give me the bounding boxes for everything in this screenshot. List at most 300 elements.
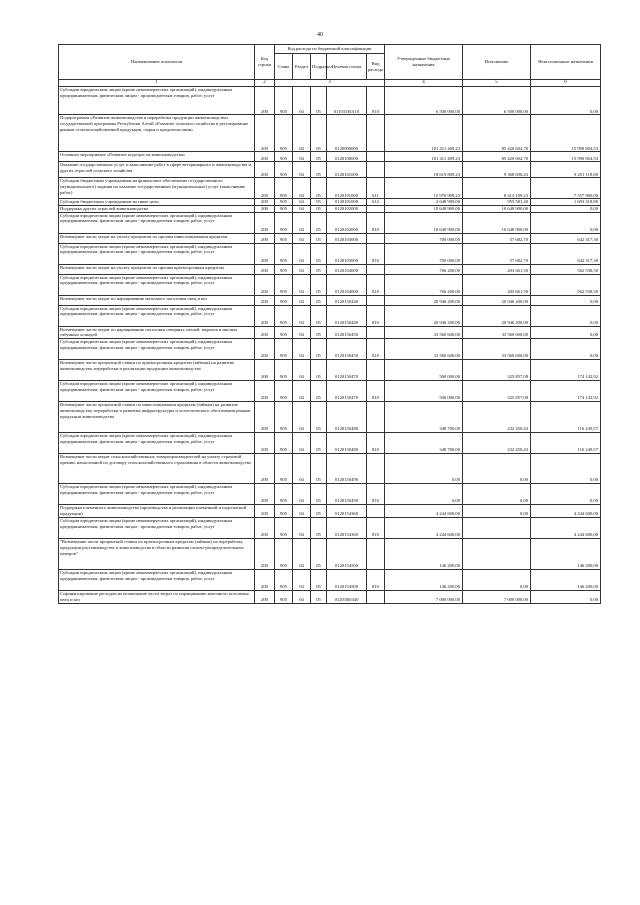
index-cell: 3: [275, 80, 385, 87]
row-glava: 905: [275, 326, 293, 338]
row-glava: 905: [275, 274, 293, 295]
table-body: [59, 87, 601, 604]
row-vid: [367, 233, 385, 243]
row-executed: 955 581,20: [463, 199, 531, 206]
row-unexecuted: 9 251 118,80: [531, 162, 601, 178]
row-code: 200: [255, 243, 275, 264]
row-target: 01201R0440: [327, 591, 367, 604]
table-row: [59, 152, 601, 162]
row-name: Субсидии юридическим лицам (кроме некоммерческих организаций), индивидуальным предпринимателям, физическим лицам - производителям товаров, работ, услуг: [59, 570, 255, 591]
row-podrazdel: 05: [311, 484, 327, 505]
row-code: 200: [255, 115, 275, 152]
row-razdel: 04: [293, 264, 311, 274]
table-row: [59, 178, 601, 199]
table-row: [59, 381, 601, 402]
row-podrazdel: 05: [311, 454, 327, 484]
row-unexecuted: 146 200,00: [531, 539, 601, 570]
row-approved: 348 700,00: [385, 433, 463, 454]
row-glava: 905: [275, 402, 293, 433]
row-target: 0120150470: [327, 360, 367, 381]
row-code: 200: [255, 402, 275, 433]
table-row: [59, 454, 601, 484]
row-name: Субсидии юридическим лицам (кроме некоммерческих организаций), индивидуальным предпринимателям, физическим лицам - производителям товаров, работ, услуг: [59, 87, 255, 115]
row-vid: [367, 326, 385, 338]
row-target: 0120150450: [327, 339, 367, 360]
row-name: Возмещение части затрат на уплату процентов по прочим инвестиционным кредитам: [59, 233, 255, 243]
row-approved: 20 946 200,00: [385, 305, 463, 326]
table-row: [59, 274, 601, 295]
row-glava: 905: [275, 518, 293, 539]
row-target: 0120104000: [327, 274, 367, 295]
row-target: 0120150450: [327, 326, 367, 338]
row-name: Субсидии юридическим лицам (кроме некоммерческих организаций), индивидуальным предпринимателям, физическим лицам - производителям товаров, работ, услуг: [59, 243, 255, 264]
row-razdel: 04: [293, 243, 311, 264]
row-approved: 101 411 409,23: [385, 152, 463, 162]
row-glava: 905: [275, 484, 293, 505]
row-name: Субсидии юридическим лицам (кроме некоммерческих организаций), индивидуальным предпринимателям, физическим лицам - производителям товаров, работ, услуг: [59, 339, 255, 360]
row-vid: [367, 162, 385, 178]
table-row: [59, 295, 601, 305]
row-name: Субсидии юридическим лицам (кроме некоммерческих организаций), индивидуальным предпринимателям, физическим лицам - производителям товаров, работ, услуг: [59, 518, 255, 539]
row-name: Основное мероприятие «Развитие подотрасли животноводства»: [59, 152, 255, 162]
row-unexecuted: 0,00: [531, 591, 601, 604]
table-row: [59, 205, 601, 212]
row-razdel: 04: [293, 162, 311, 178]
row-glava: 905: [275, 205, 293, 212]
row-name: Субсидии бюджетным учреждениям на иные цели: [59, 199, 255, 206]
row-code: 200: [255, 295, 275, 305]
row-executed: 0,00: [463, 570, 531, 591]
row-executed: 203 661,50: [463, 264, 531, 274]
row-code: 200: [255, 591, 275, 604]
row-vid: 612: [367, 199, 385, 206]
row-unexecuted: 0,00: [531, 87, 601, 115]
row-unexecuted: 4 244 600,00: [531, 505, 601, 518]
row-vid: [367, 295, 385, 305]
row-vid: [367, 264, 385, 274]
row-code: 200: [255, 199, 275, 206]
row-target: 0120100000: [327, 152, 367, 162]
header-razdel: Раздел: [293, 54, 311, 80]
row-podrazdel: 05: [311, 539, 327, 570]
row-glava: 905: [275, 264, 293, 274]
row-name: Оказание государственных услуг и выполнение работ в сфере ветеринарного и животноводства и других отраслей сельского хозяйства: [59, 162, 255, 178]
row-podrazdel: 05: [311, 505, 327, 518]
table-row: [59, 326, 601, 338]
row-executed: 20 946 200,00: [463, 295, 531, 305]
row-target: 0120150480: [327, 433, 367, 454]
row-unexecuted: 0,00: [531, 295, 601, 305]
row-glava: 905: [275, 591, 293, 604]
row-glava: 905: [275, 152, 293, 162]
row-code: 200: [255, 381, 275, 402]
row-name: Возмещение части затрат по наращиванию поголовья северных оленей, маралов и мясных табунных лошадей: [59, 326, 255, 338]
row-unexecuted: 0,00: [531, 212, 601, 233]
row-code: 200: [255, 233, 275, 243]
row-unexecuted: 174 142,92: [531, 360, 601, 381]
row-podrazdel: 05: [311, 381, 327, 402]
header-approved: Утвержденные бюджетные назначения: [385, 45, 463, 80]
row-podrazdel: 05: [311, 591, 327, 604]
row-razdel: 04: [293, 205, 311, 212]
row-glava: 905: [275, 162, 293, 178]
row-unexecuted: 0,00: [531, 205, 601, 212]
row-code: 200: [255, 360, 275, 381]
row-unexecuted: 0,00: [531, 484, 601, 505]
row-code: 200: [255, 152, 275, 162]
row-unexecuted: 4 244 600,00: [531, 518, 601, 539]
row-razdel: 04: [293, 212, 311, 233]
row-code: 200: [255, 339, 275, 360]
row-name: Поддержка других отраслей животноводства: [59, 205, 255, 212]
row-target: 0120150440: [327, 295, 367, 305]
row-executed: 0,00: [463, 454, 531, 484]
row-podrazdel: 05: [311, 339, 327, 360]
row-vid: 611: [367, 178, 385, 199]
row-unexecuted: 1 693 318,80: [531, 199, 601, 206]
row-razdel: 04: [293, 233, 311, 243]
row-razdel: 04: [293, 518, 311, 539]
row-target: 0120101000: [327, 199, 367, 206]
row-vid: [367, 360, 385, 381]
header-name: Наименование показателя: [59, 45, 255, 80]
row-razdel: 04: [293, 591, 311, 604]
row-code: 200: [255, 484, 275, 505]
row-target: 0120154500: [327, 539, 367, 570]
row-name: Поддержка племенного животноводства (производства и реализации племенной и подопытной продукции): [59, 505, 255, 518]
index-cell: 4: [385, 80, 463, 87]
row-target: 0120102000: [327, 205, 367, 212]
row-razdel: 04: [293, 570, 311, 591]
row-approved: 766 200,00: [385, 274, 463, 295]
row-name: "Возмещение части процентной ставки по краткосрочным кредитам (займам) на переработку продукции растениеводства и животноводства в области развития оптово-распределительных центров": [59, 539, 255, 570]
row-code: 200: [255, 162, 275, 178]
row-name: Субсидии юридическим лицам (кроме некоммерческих организаций), индивидуальным предпринимателям, физическим лицам - производителям товаров, работ, услуг: [59, 212, 255, 233]
row-unexecuted: 146 200,00: [531, 570, 601, 591]
row-executed: 0,00: [463, 505, 531, 518]
table-row: [59, 591, 601, 604]
row-approved: 146 200,00: [385, 539, 463, 570]
row-executed: 325 857,08: [463, 360, 531, 381]
row-podrazdel: 05: [311, 178, 327, 199]
row-podrazdel: 05: [311, 295, 327, 305]
row-podrazdel: 05: [311, 152, 327, 162]
row-executed: 232 450,43: [463, 433, 531, 454]
row-approved: 500 000,00: [385, 381, 463, 402]
row-podrazdel: 05: [311, 402, 327, 433]
row-podrazdel: 05: [311, 570, 327, 591]
row-glava: 905: [275, 115, 293, 152]
row-executed: 203 661,50: [463, 274, 531, 295]
header-vid: Вид расхода: [367, 54, 385, 80]
row-code: 200: [255, 305, 275, 326]
row-executed: 7 000 000,00: [463, 591, 531, 604]
row-glava: 905: [275, 570, 293, 591]
row-podrazdel: 05: [311, 518, 327, 539]
table-row: [59, 243, 601, 264]
row-approved: 15 970 909,23: [385, 178, 463, 199]
row-razdel: 04: [293, 274, 311, 295]
row-vid: [367, 152, 385, 162]
row-unexecuted: 174 142,92: [531, 381, 601, 402]
row-target: 0120150490: [327, 454, 367, 484]
table-row: [59, 199, 601, 206]
row-target: 0120101000: [327, 162, 367, 178]
row-podrazdel: 05: [311, 162, 327, 178]
row-approved: 101 411 409,23: [385, 115, 463, 152]
row-target: 0120150470: [327, 381, 367, 402]
row-code: 200: [255, 212, 275, 233]
row-approved: 33 560 600,00: [385, 326, 463, 338]
row-executed: 85 420 604,70: [463, 115, 531, 152]
row-podrazdel: 05: [311, 305, 327, 326]
row-razdel: 04: [293, 339, 311, 360]
row-target: 0120150440: [327, 305, 367, 326]
table-row: [59, 433, 601, 454]
table-row: [59, 518, 601, 539]
header-glava: Глава: [275, 54, 293, 80]
header-row-top: [59, 45, 601, 54]
row-name: Подпрограмма «Развитие животноводства и переработка продукции животноводства» государственной программы Республики Алтай «Развитие сельского хозяйства и регулирование рынков сельскохозяйственной продукции, сырья и продовольствия»: [59, 115, 255, 152]
row-razdel: 04: [293, 199, 311, 206]
row-vid: 810: [367, 243, 385, 264]
row-name: Возмещение части затрат по наращиванию маточного поголовья овец и коз: [59, 295, 255, 305]
row-code: 200: [255, 539, 275, 570]
row-executed: 33 560 600,00: [463, 339, 531, 360]
row-executed: 6 500 000,00: [463, 87, 531, 115]
table-row: [59, 162, 601, 178]
table-row: [59, 539, 601, 570]
header-executed: Исполнение: [463, 45, 531, 80]
row-vid: [367, 591, 385, 604]
row-approved: 700 000,00: [385, 243, 463, 264]
row-target: 0120150480: [327, 402, 367, 433]
row-code: 200: [255, 178, 275, 199]
row-unexecuted: 0,00: [531, 454, 601, 484]
table-row: [59, 212, 601, 233]
table-row: [59, 115, 601, 152]
row-glava: 905: [275, 295, 293, 305]
row-approved: 20 946 200,00: [385, 295, 463, 305]
row-approved: 500 000,00: [385, 360, 463, 381]
index-cell: 6: [531, 80, 601, 87]
row-vid: [367, 505, 385, 518]
row-approved: 146 200,00: [385, 570, 463, 591]
row-target: 0120000000: [327, 115, 367, 152]
row-glava: 905: [275, 339, 293, 360]
table-row: [59, 402, 601, 433]
row-vid: 810: [367, 570, 385, 591]
row-glava: 905: [275, 243, 293, 264]
header-unexecuted: Неисполненные назначения: [531, 45, 601, 80]
row-razdel: 04: [293, 539, 311, 570]
row-vid: 810: [367, 305, 385, 326]
row-vid: 810: [367, 484, 385, 505]
row-unexecuted: 0,00: [531, 305, 601, 326]
row-razdel: 04: [293, 305, 311, 326]
row-target: 0120103000: [327, 233, 367, 243]
table-row: [59, 360, 601, 381]
row-podrazdel: 05: [311, 264, 327, 274]
row-razdel: 04: [293, 454, 311, 484]
row-vid: [367, 454, 385, 484]
row-razdel: 04: [293, 433, 311, 454]
row-unexecuted: 642 317,30: [531, 243, 601, 264]
row-target: 0120104000: [327, 264, 367, 274]
page-number: 40: [317, 32, 323, 38]
row-podrazdel: 05: [311, 233, 327, 243]
row-glava: 905: [275, 305, 293, 326]
row-target: 0120101000: [327, 178, 367, 199]
row-executed: 0,00: [463, 484, 531, 505]
row-code: 200: [255, 205, 275, 212]
row-podrazdel: 05: [311, 360, 327, 381]
row-vid: [367, 115, 385, 152]
row-code: 200: [255, 326, 275, 338]
row-glava: 905: [275, 212, 293, 233]
row-razdel: 04: [293, 152, 311, 162]
table-row: [59, 570, 601, 591]
table-row: [59, 339, 601, 360]
row-glava: 905: [275, 539, 293, 570]
row-target: 0120103000: [327, 243, 367, 264]
row-podrazdel: 05: [311, 199, 327, 206]
row-razdel: 04: [293, 381, 311, 402]
row-name: Субсидии юридическим лицам (кроме некоммерческих организаций), индивидуальным предпринимателям, физическим лицам - производителям товаров, работ, услуг: [59, 484, 255, 505]
row-vid: 810: [367, 339, 385, 360]
row-name: Софинансирование расходов на возмещение части затрат по наращиванию маточного поголовья овец и коз: [59, 591, 255, 604]
row-name: Возмещение части процентной ставки по краткосрочным кредитам (займам) на развитие животноводства, переработки и реализации продукции животноводства: [59, 360, 255, 381]
row-razdel: 04: [293, 505, 311, 518]
table-row: [59, 484, 601, 505]
row-unexecuted: 15 990 804,53: [531, 152, 601, 162]
row-name: Субсидии бюджетным учреждениям на финансовое обеспечение государственного (муниципального) задания на оказание государственных (муниципальных) услуг (выполнение работ): [59, 178, 255, 199]
row-vid: 810: [367, 212, 385, 233]
row-vid: 810: [367, 433, 385, 454]
row-glava: 905: [275, 360, 293, 381]
row-approved: 700 000,00: [385, 233, 463, 243]
row-approved: 10 648 900,00: [385, 205, 463, 212]
row-glava: 905: [275, 381, 293, 402]
row-vid: 810: [367, 518, 385, 539]
row-podrazdel: 05: [311, 87, 327, 115]
row-glava: 905: [275, 87, 293, 115]
row-vid: [367, 205, 385, 212]
row-executed: [463, 539, 531, 570]
row-unexecuted: 7 557 800,00: [531, 178, 601, 199]
row-code: 200: [255, 505, 275, 518]
row-approved: 33 560 600,00: [385, 339, 463, 360]
row-unexecuted: 0,00: [531, 339, 601, 360]
row-vid: [367, 402, 385, 433]
row-razdel: 04: [293, 326, 311, 338]
row-approved: 2 648 900,00: [385, 199, 463, 206]
row-target: 0120150490: [327, 484, 367, 505]
row-vid: 810: [367, 381, 385, 402]
row-razdel: 04: [293, 360, 311, 381]
row-code: 200: [255, 433, 275, 454]
row-approved: 10 648 900,00: [385, 212, 463, 233]
row-name: Возмещение части затрат сельскохозяйственных товаропроизводителей на уплату страховой премии, начисленной по договору сельскохозяйственного страхования в области животноводства: [59, 454, 255, 484]
row-approved: 4 244 600,00: [385, 505, 463, 518]
row-executed: 57 682,70: [463, 243, 531, 264]
row-glava: 905: [275, 178, 293, 199]
row-executed: 232 450,43: [463, 402, 531, 433]
index-cell: 2: [255, 80, 275, 87]
row-target: 0120154360: [327, 518, 367, 539]
row-razdel: 04: [293, 115, 311, 152]
row-razdel: 04: [293, 178, 311, 199]
row-executed: 33 560 600,00: [463, 326, 531, 338]
row-vid: [367, 539, 385, 570]
row-podrazdel: 05: [311, 243, 327, 264]
row-glava: 905: [275, 199, 293, 206]
row-approved: 6 500 000,00: [385, 87, 463, 115]
row-executed: 10 648 900,00: [463, 212, 531, 233]
row-razdel: 04: [293, 87, 311, 115]
row-executed: 57 682,70: [463, 233, 531, 243]
row-approved: 766 200,00: [385, 264, 463, 274]
row-approved: 18 619 809,23: [385, 162, 463, 178]
row-executed: 10 648 900,00: [463, 205, 531, 212]
table-row: [59, 87, 601, 115]
row-code: 200: [255, 570, 275, 591]
header-classification: Код расхода по бюджетной классификации: [275, 45, 385, 54]
row-name: Субсидии юридическим лицам (кроме некоммерческих организаций), индивидуальным предпринимателям, физическим лицам - производителям товаров, работ, услуг: [59, 381, 255, 402]
row-name: Возмещение части процентной ставки по инвестиционным кредитам (займам) на развитие животноводства, переработки и развития инфраструктуры и логистического обеспечения рынков продукции животноводства: [59, 402, 255, 433]
row-unexecuted: 15 990 804,53: [531, 115, 601, 152]
row-approved: 0,00: [385, 484, 463, 505]
row-executed: 9 368 690,43: [463, 162, 531, 178]
table-row: [59, 233, 601, 243]
row-glava: 905: [275, 433, 293, 454]
row-approved: 4 244 600,00: [385, 518, 463, 539]
row-unexecuted: 642 317,30: [531, 233, 601, 243]
row-glava: 905: [275, 454, 293, 484]
row-executed: 20 946 200,00: [463, 305, 531, 326]
row-name: Возмещение части затрат на уплату процентов по прочим краткосрочным кредитам: [59, 264, 255, 274]
row-glava: 905: [275, 233, 293, 243]
row-unexecuted: 562 538,50: [531, 274, 601, 295]
budget-table: [58, 44, 601, 604]
row-podrazdel: 05: [311, 326, 327, 338]
row-target: 0120154500: [327, 570, 367, 591]
table-row: [59, 305, 601, 326]
index-cell: 1: [59, 80, 255, 87]
row-podrazdel: 05: [311, 274, 327, 295]
row-target: 011031Е0110: [327, 87, 367, 115]
row-approved: 348 700,00: [385, 402, 463, 433]
header-target: Целевая статья: [327, 54, 367, 80]
row-unexecuted: 562 538,50: [531, 264, 601, 274]
row-code: 200: [255, 264, 275, 274]
row-vid: 810: [367, 274, 385, 295]
row-podrazdel: 05: [311, 115, 327, 152]
row-name: Субсидии юридическим лицам (кроме некоммерческих организаций), индивидуальным предпринимателям, физическим лицам - производителям товаров, работ, услуг: [59, 305, 255, 326]
row-razdel: 04: [293, 295, 311, 305]
row-approved: 0,00: [385, 454, 463, 484]
row-code: 200: [255, 274, 275, 295]
index-cell: 5: [463, 80, 531, 87]
row-razdel: 04: [293, 402, 311, 433]
row-executed: 8 413 109,23: [463, 178, 531, 199]
row-executed: 85 420 604,70: [463, 152, 531, 162]
row-code: 200: [255, 454, 275, 484]
row-glava: 905: [275, 505, 293, 518]
row-executed: [463, 518, 531, 539]
header-index-row: [59, 80, 601, 87]
row-target: 0120102000: [327, 212, 367, 233]
